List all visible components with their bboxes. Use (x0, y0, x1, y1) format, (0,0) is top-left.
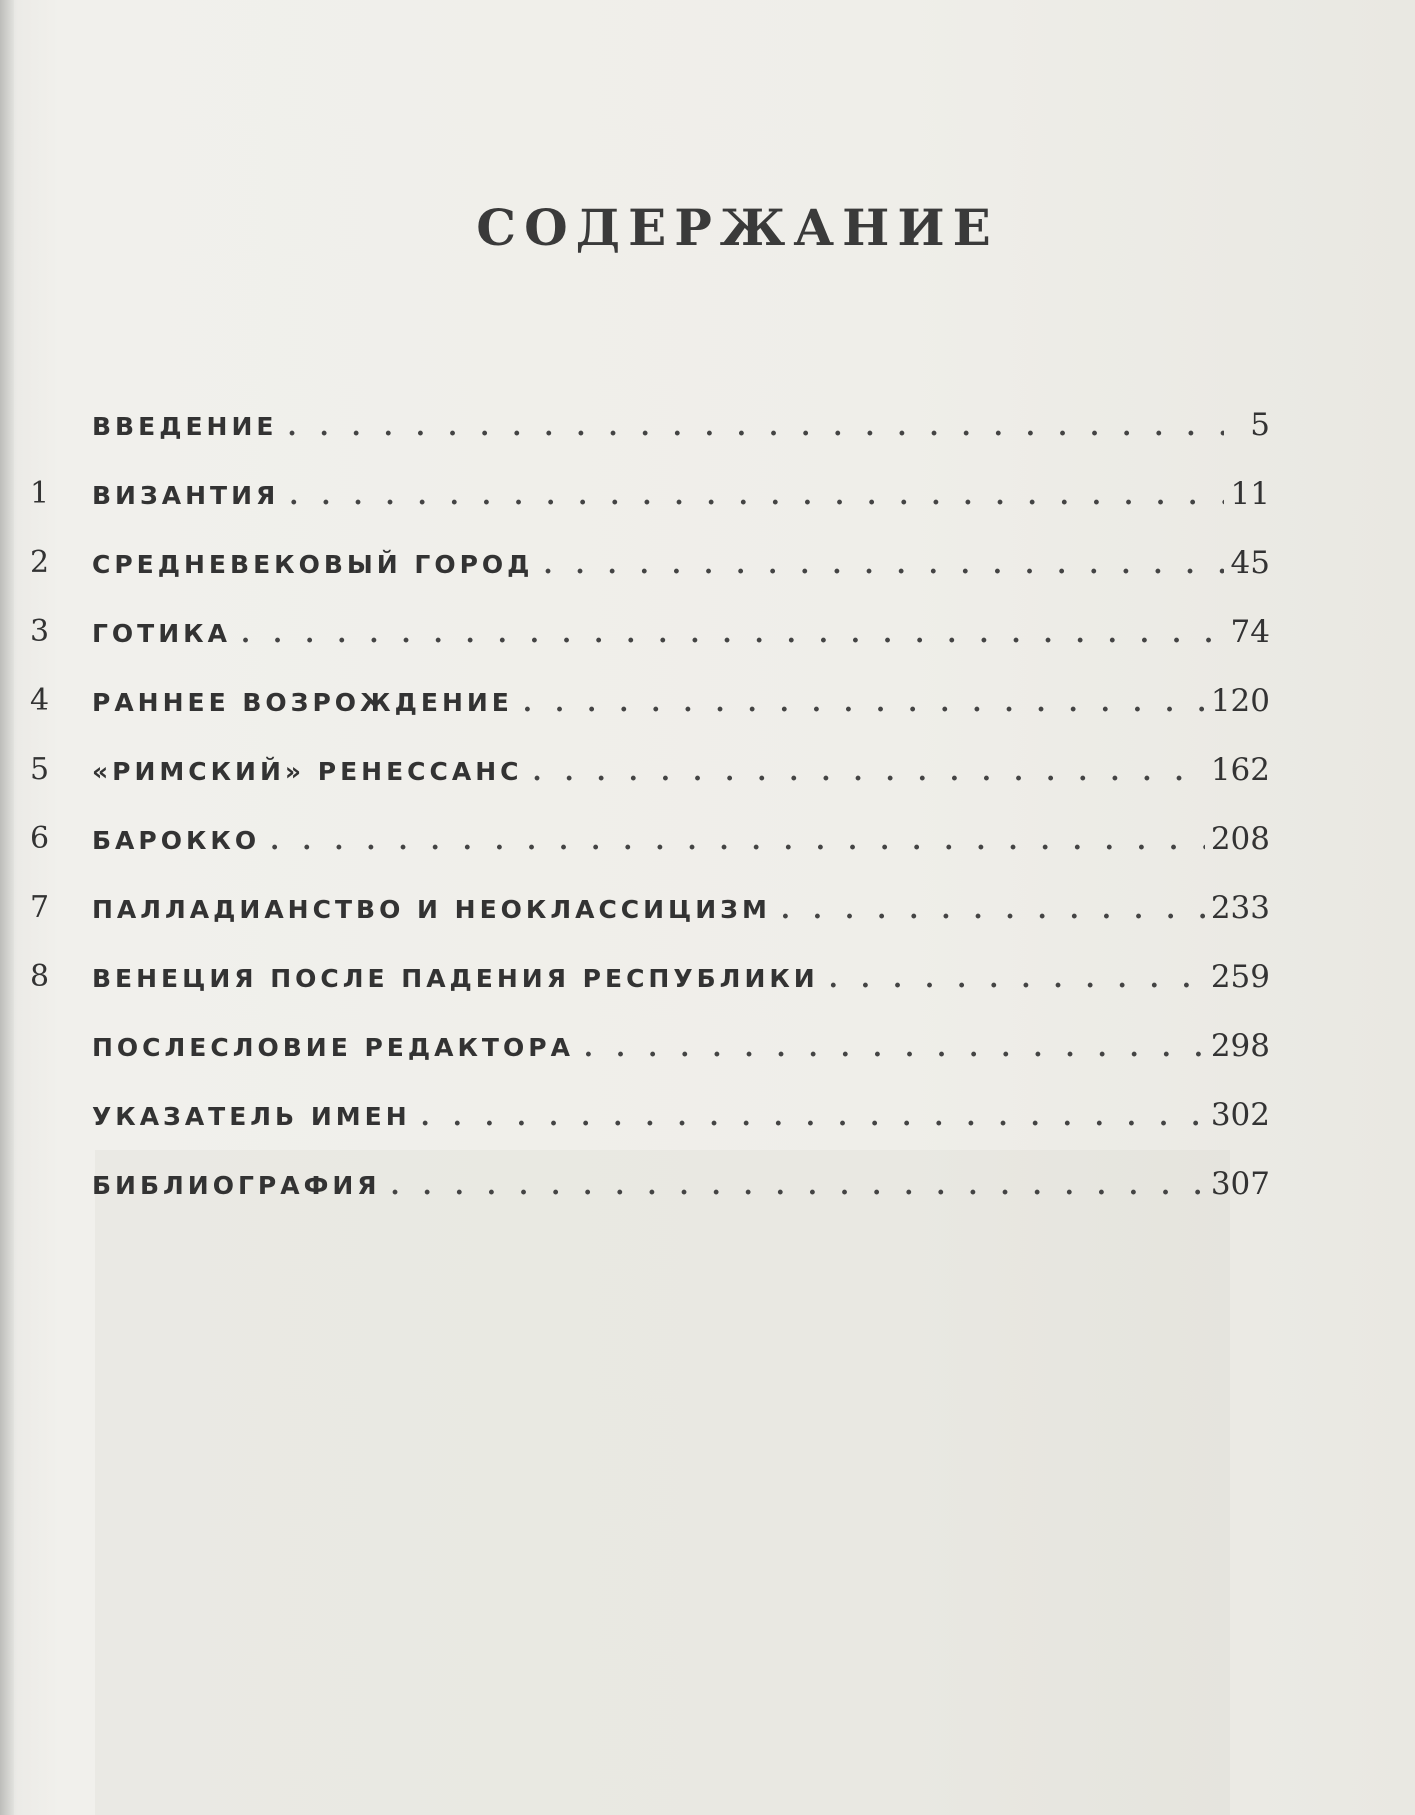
page-number: 45 (1230, 544, 1270, 581)
page-number: 302 (1210, 1096, 1270, 1133)
toc-entry (92, 1028, 1270, 1064)
toc-entry (92, 407, 1270, 443)
toc-row-8[interactable] (20, 942, 1270, 1011)
toc-row-3[interactable] (20, 597, 1270, 666)
toc-row-bibliography[interactable] (20, 1149, 1270, 1218)
chapter-title: ВИЗАНТИЯ (92, 480, 280, 510)
page-number: 233 (1210, 889, 1270, 926)
chapter-number: 2 (30, 545, 50, 580)
chapter-number: 7 (30, 890, 50, 925)
show-through-panel (95, 1150, 1230, 1815)
chapter-title: ВЕНЕЦИЯ ПОСЛЕ ПАДЕНИЯ РЕСПУБЛИКИ (92, 963, 819, 993)
toc-row-index[interactable] (20, 1080, 1270, 1149)
chapter-number: 1 (30, 476, 50, 511)
page-number: 120 (1210, 682, 1270, 719)
dot-leader (241, 619, 1224, 649)
chapter-title: ПАЛЛАДИАНСТВО И НЕОКЛАССИЦИЗМ (92, 894, 771, 924)
dot-leader (270, 826, 1205, 856)
page-number: 5 (1250, 406, 1270, 443)
dot-leader (829, 964, 1205, 994)
page-edge (0, 0, 14, 1815)
toc-row-1[interactable] (20, 459, 1270, 528)
page-number: 259 (1210, 958, 1270, 995)
chapter-title: УКАЗАТЕЛЬ ИМЕН (92, 1101, 411, 1131)
dot-leader (584, 1033, 1205, 1063)
table-of-contents (20, 390, 1270, 1218)
dot-leader (532, 757, 1204, 787)
dot-leader (543, 550, 1224, 580)
chapter-number: 5 (30, 752, 50, 787)
chapter-title: БИБЛИОГРАФИЯ (92, 1170, 381, 1200)
toc-row-2[interactable] (20, 528, 1270, 597)
dot-leader (287, 412, 1224, 442)
toc-entry (92, 1097, 1270, 1133)
toc-entry (92, 890, 1270, 926)
toc-entry (92, 752, 1270, 788)
page-number: 208 (1210, 820, 1270, 857)
page-number: 11 (1230, 475, 1270, 512)
toc-row-7[interactable] (20, 873, 1270, 942)
dot-leader (391, 1171, 1205, 1201)
toc-entry (92, 683, 1270, 719)
toc-entry (92, 1166, 1270, 1202)
chapter-title: «РИМСКИЙ» РЕНЕССАНС (92, 756, 523, 786)
chapter-title: ВВЕДЕНИЕ (92, 411, 278, 441)
dot-leader (781, 895, 1205, 925)
dot-leader (523, 688, 1205, 718)
toc-row-afterword[interactable] (20, 1011, 1270, 1080)
page-number: 74 (1230, 613, 1270, 650)
chapter-title: СРЕДНЕВЕКОВЫЙ ГОРОД (92, 549, 534, 579)
toc-entry (92, 476, 1270, 512)
toc-entry (92, 545, 1270, 581)
dot-leader (289, 481, 1224, 511)
chapter-number: 3 (30, 614, 50, 649)
toc-entry (92, 821, 1270, 857)
page-number: 162 (1210, 751, 1270, 788)
chapter-number: 4 (30, 683, 50, 718)
toc-entry (92, 614, 1270, 650)
toc-row-4[interactable] (20, 666, 1270, 735)
toc-row-intro[interactable] (20, 390, 1270, 459)
toc-row-6[interactable] (20, 804, 1270, 873)
page-title: СОДЕРЖАНИЕ (476, 198, 999, 257)
page-number: 307 (1210, 1165, 1270, 1202)
chapter-number: 8 (30, 959, 50, 994)
page-number: 298 (1210, 1027, 1270, 1064)
chapter-title: БАРОККО (92, 825, 261, 855)
chapter-number: 6 (30, 821, 50, 856)
toc-row-5[interactable] (20, 735, 1270, 804)
toc-entry (92, 959, 1270, 995)
chapter-title: ГОТИКА (92, 618, 231, 648)
chapter-title: РАННЕЕ ВОЗРОЖДЕНИЕ (92, 687, 513, 717)
dot-leader (421, 1102, 1205, 1132)
chapter-title: ПОСЛЕСЛОВИЕ РЕДАКТОРА (92, 1032, 574, 1062)
